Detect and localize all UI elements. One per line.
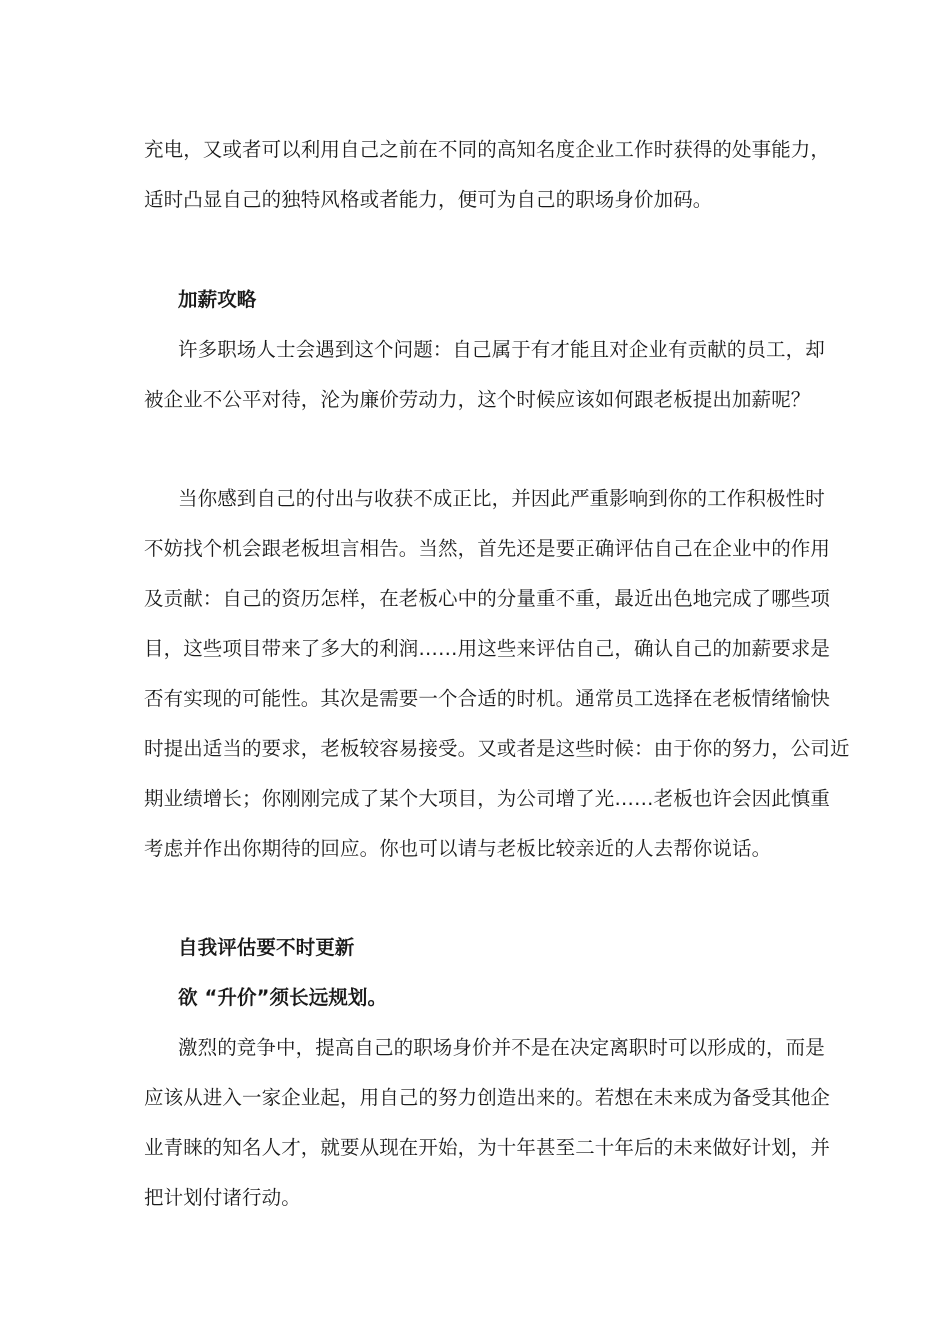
paragraph-3-line-5: 否有实现的可能性。其次是需要一个合适的时机。通常员工选择在老板情绪愉快 bbox=[144, 687, 831, 710]
paragraph-3-line-7: 期业绩增长；你刚刚完成了某个大项目，为公司增了光……老板也许会因此慎重 bbox=[144, 787, 831, 810]
paragraph-3-line-6: 时提出适当的要求，老板较容易接受。又或者是这些时候：由于你的努力，公司近 bbox=[144, 737, 850, 760]
heading-long-term-plan: 欲 “升价”须长远规划。 bbox=[178, 986, 388, 1009]
paragraph-2-line-2: 被企业不公平对待，沦为廉价劳动力，这个时候应该如何跟老板提出加薪呢？ bbox=[144, 388, 811, 411]
paragraph-3-line-3: 及贡献：自己的资历怎样，在老板心中的分量重不重，最近出色地完成了哪些项 bbox=[144, 587, 831, 610]
paragraph-1-line-1: 充电，又或者可以利用自己之前在不同的高知名度企业工作时获得的处事能力， bbox=[144, 138, 831, 161]
paragraph-4-line-4: 把计划付诸行动。 bbox=[144, 1186, 301, 1209]
heading-raise-strategy: 加薪攻略 bbox=[178, 288, 257, 311]
paragraph-3-line-4: 目，这些项目带来了多大的利润……用这些来评估自己，确认自己的加薪要求是 bbox=[144, 637, 831, 660]
paragraph-4-line-1: 激烈的竞争中，提高自己的职场身价并不是在决定离职时可以形成的，而是 bbox=[178, 1036, 825, 1059]
paragraph-2-line-1: 许多职场人士会遇到这个问题：自己属于有才能且对企业有贡献的员工，却 bbox=[178, 338, 825, 361]
paragraph-4-line-2: 应该从进入一家企业起，用自己的努力创造出来的。若想在未来成为备受其他企 bbox=[144, 1086, 831, 1109]
paragraph-3-line-8: 考虑并作出你期待的回应。你也可以请与老板比较亲近的人去帮你说话。 bbox=[144, 837, 772, 860]
paragraph-4-line-3: 业青睐的知名人才，就要从现在开始，为十年甚至二十年后的未来做好计划，并 bbox=[144, 1136, 831, 1159]
heading-self-evaluation: 自我评估要不时更新 bbox=[178, 936, 355, 959]
paragraph-1-line-2: 适时凸显自己的独特风格或者能力，便可为自己的职场身价加码。 bbox=[144, 188, 713, 211]
paragraph-3-line-1: 当你感到自己的付出与收获不成正比，并因此严重影响到你的工作积极性时 bbox=[178, 487, 825, 510]
paragraph-3-line-2: 不妨找个机会跟老板坦言相告。当然，首先还是要正确评估自己在企业中的作用 bbox=[144, 537, 831, 560]
